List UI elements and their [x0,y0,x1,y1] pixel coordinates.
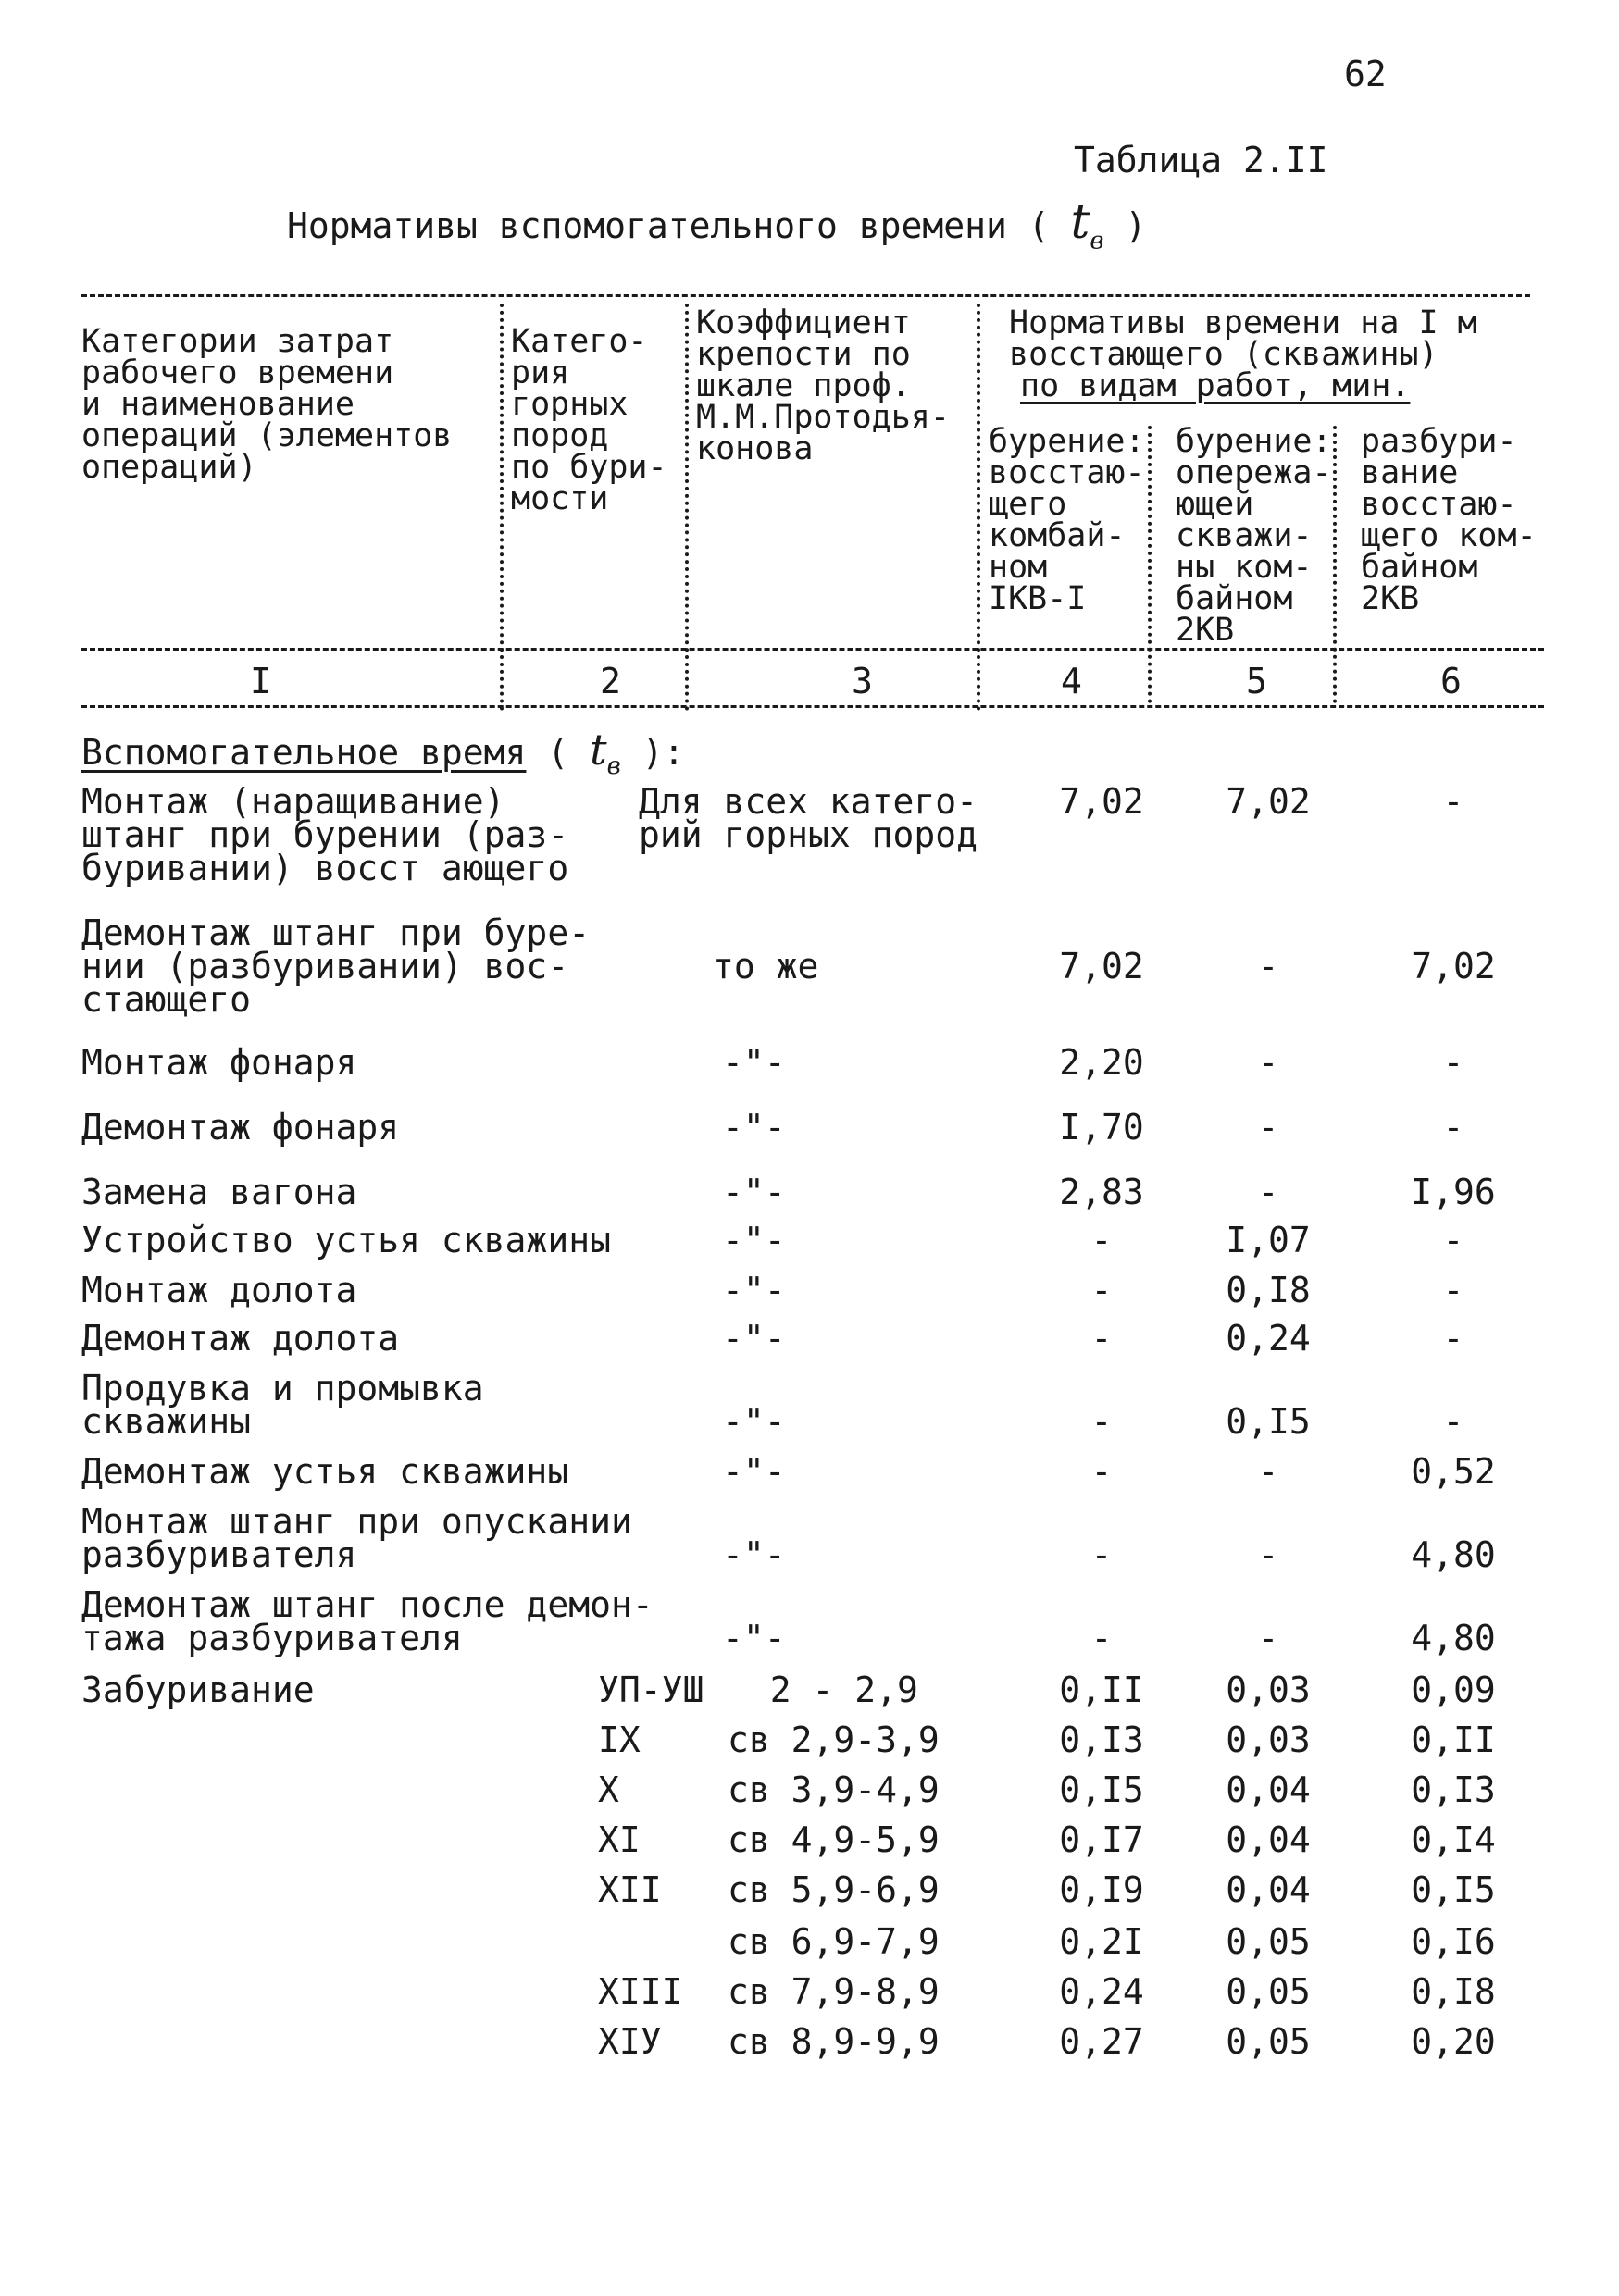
table-title-text: Нормативы вспомогательного времени ( [287,205,1050,246]
row-v4: - [1090,1451,1113,1492]
section-t-sub: в [606,752,621,781]
row-v6: 0,I8 [1411,1971,1496,2012]
row-coef: св 2,9-3,9 [728,1719,940,1760]
row-category: XI [598,1819,641,1860]
header-col1: Категории затрат рабочего времени и наименование операций (элементов операций) [81,323,453,486]
row-name: Демонтаж фонаря [81,1107,400,1148]
row-v6: - [1442,1042,1464,1083]
row-v5: 0,03 [1226,1669,1311,1710]
row-v4: 2,20 [1059,1042,1144,1083]
section-close: ): [641,732,685,773]
col-number-1: I [250,661,271,701]
row-v5: 0,I5 [1226,1401,1311,1442]
row-v5: 0,04 [1226,1769,1311,1810]
row-v6: 0,I4 [1411,1819,1496,1860]
col-number-5: 5 [1246,661,1267,701]
header-col2: Катего- рия горных пород по бури- мости [511,323,667,517]
row-v5: 0,24 [1226,1318,1311,1359]
row-v6: 0,20 [1411,2021,1496,2062]
row-coef: -"- [722,1451,786,1492]
row-name: Демонтаж штанг при буре- нии (разбуривании) вос- стающего [81,912,591,1020]
section-t-symbol [590,725,621,781]
row-v4: 0,27 [1059,2021,1144,2062]
row-name: Продувка и промывка скважины [81,1368,484,1442]
row-v5: 0,04 [1226,1869,1311,1910]
row-name: Демонтаж штанг после демон- тажа разбуривателя [81,1584,654,1658]
row-v5: 0,04 [1226,1819,1311,1860]
row-category: XIУ [598,2021,662,2062]
row-coef: св 6,9-7,9 [728,1921,940,1962]
row-v4: - [1090,1270,1113,1310]
row-coef: то же [713,946,819,987]
row-v6: 0,09 [1411,1669,1496,1710]
t-symbol-sub: в [1090,227,1104,255]
row-v6: 0,I5 [1411,1869,1496,1910]
header-col3: Коэффициент крепости по шкале проф. М.М.Протодья- конова [696,304,950,467]
row-coef: св 7,9-8,9 [728,1971,940,2012]
row-v4: I,70 [1059,1107,1144,1148]
col-divider-2 [685,304,689,711]
col-number-3: 3 [852,661,873,701]
row-v4: 0,24 [1059,1971,1144,2012]
page-number: 62 [1344,54,1387,94]
row-v6: I,96 [1411,1172,1496,1212]
row-v5: - [1257,1107,1279,1148]
table-title [287,194,1147,257]
row-v4: 0,I5 [1059,1769,1144,1810]
row-v4: 2,83 [1059,1172,1144,1212]
table-title-close: ) [1125,205,1147,246]
row-v5: - [1257,1534,1279,1575]
row-category: XIII [598,1971,683,2012]
section-title [81,725,685,783]
row-v5: I,07 [1226,1220,1311,1260]
row-v4: 0,I7 [1059,1819,1144,1860]
row-v6: 0,II [1411,1719,1496,1760]
row-coef: -"- [722,1220,786,1260]
row-category: УП-УШ [598,1669,704,1710]
row-v6: 7,02 [1411,946,1496,987]
row-v4: - [1090,1220,1113,1260]
row-coef: -"- [722,1534,786,1575]
row-name: Монтаж фонаря [81,1042,357,1083]
row-v6: 0,I6 [1411,1921,1496,1962]
header-col6: разбури- вание восстаю- щего ком- байном 2КВ [1361,423,1537,617]
row-v4: 0,2I [1059,1921,1144,1962]
row-coef: св 5,9-6,9 [728,1869,940,1910]
row-name: Монтаж долота [81,1270,357,1310]
row-v4: - [1090,1618,1113,1658]
row-coef: Для всех катего- рий горных пород [639,781,978,855]
row-v5: 7,02 [1226,781,1311,822]
row-v4: - [1090,1318,1113,1359]
section-t-letter: t [590,725,607,775]
table-label: Таблица 2.II [1074,140,1328,180]
row-v5: 0,I8 [1226,1270,1311,1310]
row-v5: 0,03 [1226,1719,1311,1760]
row-name: Монтаж штанг при опускании разбуривателя [81,1501,632,1575]
row-coef: -"- [722,1270,786,1310]
row-name: Замена вагона [81,1172,357,1212]
header-bottom-rule [81,705,1544,708]
col-number-2: 2 [600,661,621,701]
row-v6: - [1442,1270,1464,1310]
col-divider-3 [977,304,980,711]
header-group: Нормативы времени на I м восстающего (скважины) [1009,304,1477,373]
row-coef: -"- [722,1618,786,1658]
row-v4: 7,02 [1059,946,1144,987]
row-v6: 0,I3 [1411,1769,1496,1810]
row-coef: св 8,9-9,9 [728,2021,940,2062]
row-coef: -"- [722,1401,786,1442]
row-v6: - [1442,1107,1464,1148]
t-symbol-letter: t [1070,194,1090,250]
row-v5: - [1257,1618,1279,1658]
header-mid-rule [81,648,1544,651]
header-col4: бурение: восстаю- щего комбай- ном IКВ-I [989,423,1145,617]
section-open: ( [547,732,569,773]
row-v5: 0,05 [1226,1921,1311,1962]
row-name: Устройство устья скважины [81,1220,611,1260]
row-v5: - [1257,1172,1279,1212]
row-v5: - [1257,946,1279,987]
row-coef: -"- [722,1172,786,1212]
col-divider-4 [1148,426,1152,703]
header-col5: бурение: опережа- ющей скважи- ны ком- байном 2КВ [1176,423,1332,649]
row-v4: 0,I3 [1059,1719,1144,1760]
row-coef: -"- [722,1318,786,1359]
row-v4: 0,II [1059,1669,1144,1710]
row-v4: 7,02 [1059,781,1144,822]
row-category: IX [598,1719,641,1760]
row-category: X [598,1769,619,1810]
row-name: Демонтаж долота [81,1318,400,1359]
row-v5: - [1257,1042,1279,1083]
row-v6: 4,80 [1411,1618,1496,1658]
row-v5: - [1257,1451,1279,1492]
row-name: Забуривание [81,1669,315,1710]
col-number-4: 4 [1061,661,1082,701]
row-v4: - [1090,1534,1113,1575]
row-v6: 0,52 [1411,1451,1496,1492]
row-v6: - [1442,781,1464,822]
row-v6: - [1442,1220,1464,1260]
row-category: XII [598,1869,662,1910]
row-coef: -"- [722,1107,786,1148]
row-coef: -"- [722,1042,786,1083]
t-symbol [1070,194,1104,255]
row-name: Монтаж (наращивание) штанг при бурении (раз- буривании) восст ающего [81,781,569,888]
section-title-text: Вспомогательное время [81,732,527,773]
row-coef: св 4,9-5,9 [728,1819,940,1860]
row-v4: 0,I9 [1059,1869,1144,1910]
row-coef: св 3,9-4,9 [728,1769,940,1810]
row-v4: - [1090,1401,1113,1442]
row-v6: - [1442,1401,1464,1442]
row-v5: 0,05 [1226,2021,1311,2062]
row-v6: 4,80 [1411,1534,1496,1575]
header-top-rule [81,294,1530,297]
header-group-sub: по видам работ, мин. [1020,367,1411,404]
row-v6: - [1442,1318,1464,1359]
col-divider-1 [500,304,504,711]
row-v5: 0,05 [1226,1971,1311,2012]
row-coef: 2 - 2,9 [728,1669,918,1710]
col-number-6: 6 [1440,661,1462,701]
col-divider-5 [1333,426,1337,703]
row-name: Демонтаж устья скважины [81,1451,569,1492]
